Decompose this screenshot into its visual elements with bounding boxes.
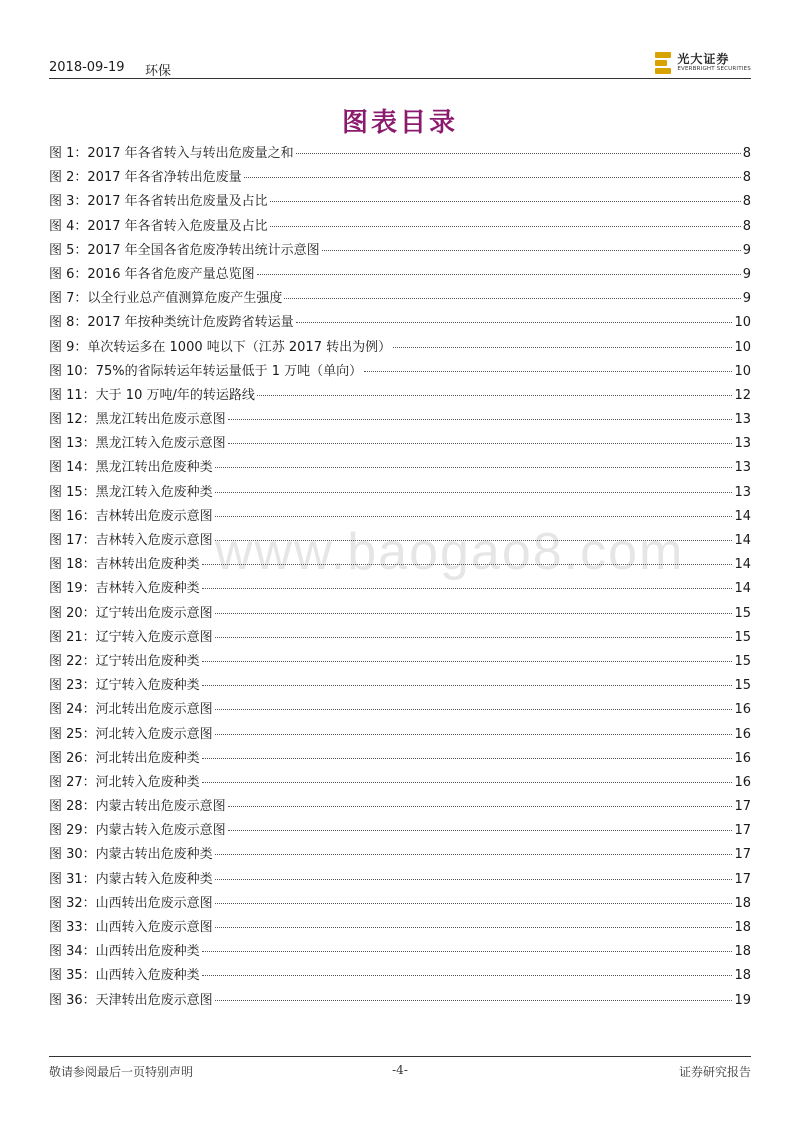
toc-entry[interactable] <box>49 529 751 553</box>
toc-dot-leader <box>215 854 733 855</box>
toc-dot-leader <box>228 806 733 807</box>
toc-entry-page: 17 <box>734 871 751 887</box>
toc-entry-label: 图 17：吉林转入危废示意图 <box>49 533 213 548</box>
toc-entry-page: 18 <box>734 920 751 935</box>
toc-dot-leader <box>215 879 733 880</box>
toc-entry-label: 图 24：河北转出危废示意图 <box>49 702 213 718</box>
toc-entry-label: 图 26：河北转出危废种类 <box>49 750 200 766</box>
toc-dot-leader <box>257 274 741 275</box>
toc-entry-label: 图 1：2017 年各省转入与转出危废量之和 <box>49 146 294 161</box>
toc-entry-label: 图 31：内蒙古转入危废种类 <box>49 871 213 887</box>
toc-dot-leader <box>202 975 733 976</box>
logo-mark-icon <box>655 52 671 74</box>
toc-entry-page: 13 <box>734 436 751 452</box>
toc-entry-page: 8 <box>742 170 751 186</box>
toc-entry-label: 图 7：以全行业总产值测算危废产生强度 <box>49 291 283 307</box>
toc-entry[interactable] <box>49 602 751 626</box>
toc-entry[interactable] <box>49 336 751 360</box>
toc-dot-leader <box>202 661 733 662</box>
toc-dot-leader <box>215 613 733 614</box>
toc-dot-leader <box>215 734 733 735</box>
toc-entry-label: 图 29：内蒙古转入危废示意图 <box>49 823 226 839</box>
toc-dot-leader <box>215 467 733 468</box>
toc-entry[interactable] <box>49 771 751 795</box>
toc-entry-page: 8 <box>742 146 751 161</box>
toc-entry-label: 图 36：天津转出危废示意图 <box>49 992 213 1008</box>
toc-entry-page: 18 <box>734 944 751 960</box>
toc-dot-leader <box>202 685 733 686</box>
toc-dot-leader <box>393 347 732 348</box>
toc-entry-page: 14 <box>734 508 751 524</box>
footer-disclaimer: 敬请参阅最后一页特别声明 <box>49 1065 194 1079</box>
toc-dot-leader <box>215 516 733 517</box>
toc-entry-label: 图 34：山西转出危废种类 <box>49 944 200 960</box>
toc-entry[interactable] <box>49 723 751 747</box>
toc-entry[interactable] <box>49 843 751 867</box>
toc-dot-leader <box>202 588 733 589</box>
toc-entry[interactable] <box>49 964 751 988</box>
toc-entry[interactable] <box>49 311 751 335</box>
toc-dot-leader <box>202 782 733 783</box>
toc-entry-label: 图 16：吉林转出危废示意图 <box>49 508 213 524</box>
toc-entry-label: 图 13：黑龙江转入危废示意图 <box>49 436 226 452</box>
toc-entry-label: 图 14：黑龙江转出危废种类 <box>49 460 213 476</box>
company-logo <box>655 50 751 76</box>
toc-dot-leader <box>284 298 740 299</box>
toc-entry-label: 图 5：2017 年全国各省危废净转出统计示意图 <box>49 242 320 258</box>
toc-entry-label: 图 6：2016 年各省危废产量总览图 <box>49 266 255 282</box>
toc-dot-leader <box>296 322 733 323</box>
toc-entry[interactable] <box>49 747 751 771</box>
toc-entry-page: 15 <box>734 653 751 669</box>
toc-entry-page: 15 <box>734 629 751 645</box>
toc-entry[interactable] <box>49 868 751 892</box>
toc-dot-leader <box>215 927 733 928</box>
toc-entry-label: 图 21：辽宁转入危废示意图 <box>49 629 213 645</box>
toc-entry[interactable] <box>49 432 751 456</box>
toc-entry-label: 图 20：辽宁转出危废示意图 <box>49 605 213 621</box>
toc-dot-leader <box>364 371 732 372</box>
toc-entry-label: 图 19：吉林转入危废种类 <box>49 581 200 597</box>
toc-entry[interactable] <box>49 650 751 674</box>
toc-entry[interactable] <box>49 481 751 505</box>
toc-entry[interactable] <box>49 674 751 698</box>
toc-entry-label: 图 35：山西转入危废种类 <box>49 968 200 984</box>
toc-entry[interactable] <box>49 819 751 843</box>
toc-entry-page: 9 <box>742 291 751 307</box>
toc-entry[interactable] <box>49 989 751 1013</box>
toc-entry-page: 14 <box>734 581 751 597</box>
logo-english-name: EVERBRIGHT SECURITIES <box>677 66 751 73</box>
toc-dot-leader <box>215 1000 733 1001</box>
toc-dot-leader <box>270 201 741 202</box>
toc-entry[interactable] <box>49 360 751 384</box>
toc-dot-leader <box>257 395 733 396</box>
watermark: www.baogao8.com <box>215 523 685 581</box>
toc-entry-page: 18 <box>734 968 751 984</box>
toc-entry[interactable] <box>49 166 751 190</box>
toc-entry[interactable] <box>49 142 751 166</box>
toc-entry-label: 图 22：辽宁转出危废种类 <box>49 653 200 669</box>
toc-entry-page: 8 <box>742 194 751 210</box>
report-date: 2018-09-19 <box>49 60 125 75</box>
page-title: 图表目录 <box>341 108 458 138</box>
toc-dot-leader <box>228 830 733 831</box>
toc-entry-page: 17 <box>734 847 751 863</box>
sector-label: 环保 <box>145 64 172 79</box>
toc-entry-page: 14 <box>734 533 751 548</box>
page-header <box>49 50 751 79</box>
toc-entry[interactable] <box>49 505 751 529</box>
toc-entry-page: 16 <box>734 774 751 790</box>
toc-entry[interactable] <box>49 795 751 819</box>
toc-dot-leader <box>322 250 741 251</box>
toc-entry-page: 13 <box>734 460 751 476</box>
toc-dot-leader <box>215 492 733 493</box>
toc-entry-page: 14 <box>734 557 751 573</box>
toc-entry-page: 17 <box>734 799 751 815</box>
toc-entry-page: 18 <box>734 895 751 911</box>
toc-entry-label: 图 33：山西转入危废示意图 <box>49 920 213 935</box>
toc-entry-page: 16 <box>734 726 751 742</box>
toc-dot-leader <box>244 177 741 178</box>
toc-dot-leader <box>296 153 741 154</box>
toc-entry-label: 图 18：吉林转出危废种类 <box>49 557 200 573</box>
page-footer <box>49 1056 751 1079</box>
toc-entry-label: 图 30：内蒙古转出危废种类 <box>49 847 213 863</box>
toc-entry-label: 图 23：辽宁转入危废种类 <box>49 678 200 694</box>
toc-entry-page: 16 <box>734 750 751 766</box>
figure-toc-list <box>49 142 751 1013</box>
toc-entry[interactable] <box>49 384 751 408</box>
toc-entry-page: 8 <box>742 218 751 234</box>
toc-entry-label: 图 11：大于 10 万吨/年的转运路线 <box>49 387 255 403</box>
toc-entry-page: 16 <box>734 702 751 718</box>
toc-entry-label: 图 27：河北转入危废种类 <box>49 774 200 790</box>
toc-dot-leader <box>215 637 733 638</box>
toc-entry-label: 图 15：黑龙江转入危废种类 <box>49 484 213 500</box>
toc-dot-leader <box>215 903 733 904</box>
toc-entry[interactable] <box>49 287 751 311</box>
toc-entry-page: 19 <box>734 992 751 1008</box>
toc-entry-page: 15 <box>734 678 751 694</box>
toc-entry[interactable] <box>49 190 751 214</box>
toc-entry-page: 9 <box>742 242 751 258</box>
toc-entry-page: 10 <box>734 339 751 355</box>
toc-dot-leader <box>202 951 733 952</box>
toc-entry-page: 9 <box>742 266 751 282</box>
toc-entry-label: 图 4：2017 年各省转入危废量及占比 <box>49 218 268 234</box>
toc-entry[interactable] <box>49 239 751 263</box>
toc-entry[interactable] <box>49 892 751 916</box>
toc-dot-leader <box>228 443 733 444</box>
toc-entry[interactable] <box>49 916 751 940</box>
toc-entry-label: 图 8：2017 年按种类统计危废跨省转运量 <box>49 315 294 331</box>
toc-dot-leader <box>215 540 733 541</box>
toc-entry-label: 图 9：单次转运多在 1000 吨以下（江苏 2017 转出为例） <box>49 339 392 355</box>
toc-dot-leader <box>202 564 733 565</box>
toc-dot-leader <box>270 226 741 227</box>
toc-entry-page: 10 <box>734 315 751 331</box>
toc-dot-leader <box>228 419 733 420</box>
toc-entry-page: 12 <box>734 387 751 403</box>
toc-dot-leader <box>202 758 733 759</box>
toc-entry[interactable] <box>49 408 751 432</box>
toc-entry[interactable] <box>49 940 751 964</box>
toc-entry-label: 图 2：2017 年各省净转出危废量 <box>49 170 242 186</box>
toc-entry-page: 17 <box>734 823 751 839</box>
toc-entry-page: 15 <box>734 605 751 621</box>
toc-entry[interactable] <box>49 263 751 287</box>
toc-entry-label: 图 32：山西转出危废示意图 <box>49 895 213 911</box>
toc-entry-label: 图 12：黑龙江转出危废示意图 <box>49 412 226 428</box>
footer-report-type: 证券研究报告 <box>678 1065 751 1079</box>
toc-entry-label: 图 25：河北转入危废示意图 <box>49 726 213 742</box>
page-number: -4- <box>392 1063 408 1077</box>
toc-entry-label: 图 10：75%的省际转运年转运量低于 1 万吨（单向） <box>49 363 363 379</box>
toc-entry-page: 10 <box>734 363 751 379</box>
toc-entry[interactable] <box>49 215 751 239</box>
toc-entry-page: 13 <box>734 412 751 428</box>
toc-entry[interactable] <box>49 698 751 722</box>
toc-entry-label: 图 3：2017 年各省转出危废量及占比 <box>49 194 268 210</box>
toc-entry[interactable] <box>49 626 751 650</box>
toc-entry[interactable] <box>49 456 751 480</box>
toc-entry-page: 13 <box>734 484 751 500</box>
toc-entry[interactable] <box>49 577 751 601</box>
toc-entry-label: 图 28：内蒙古转出危废示意图 <box>49 799 226 815</box>
logo-chinese-name: 光大证券 <box>677 52 730 67</box>
toc-entry[interactable] <box>49 553 751 577</box>
toc-dot-leader <box>215 709 733 710</box>
